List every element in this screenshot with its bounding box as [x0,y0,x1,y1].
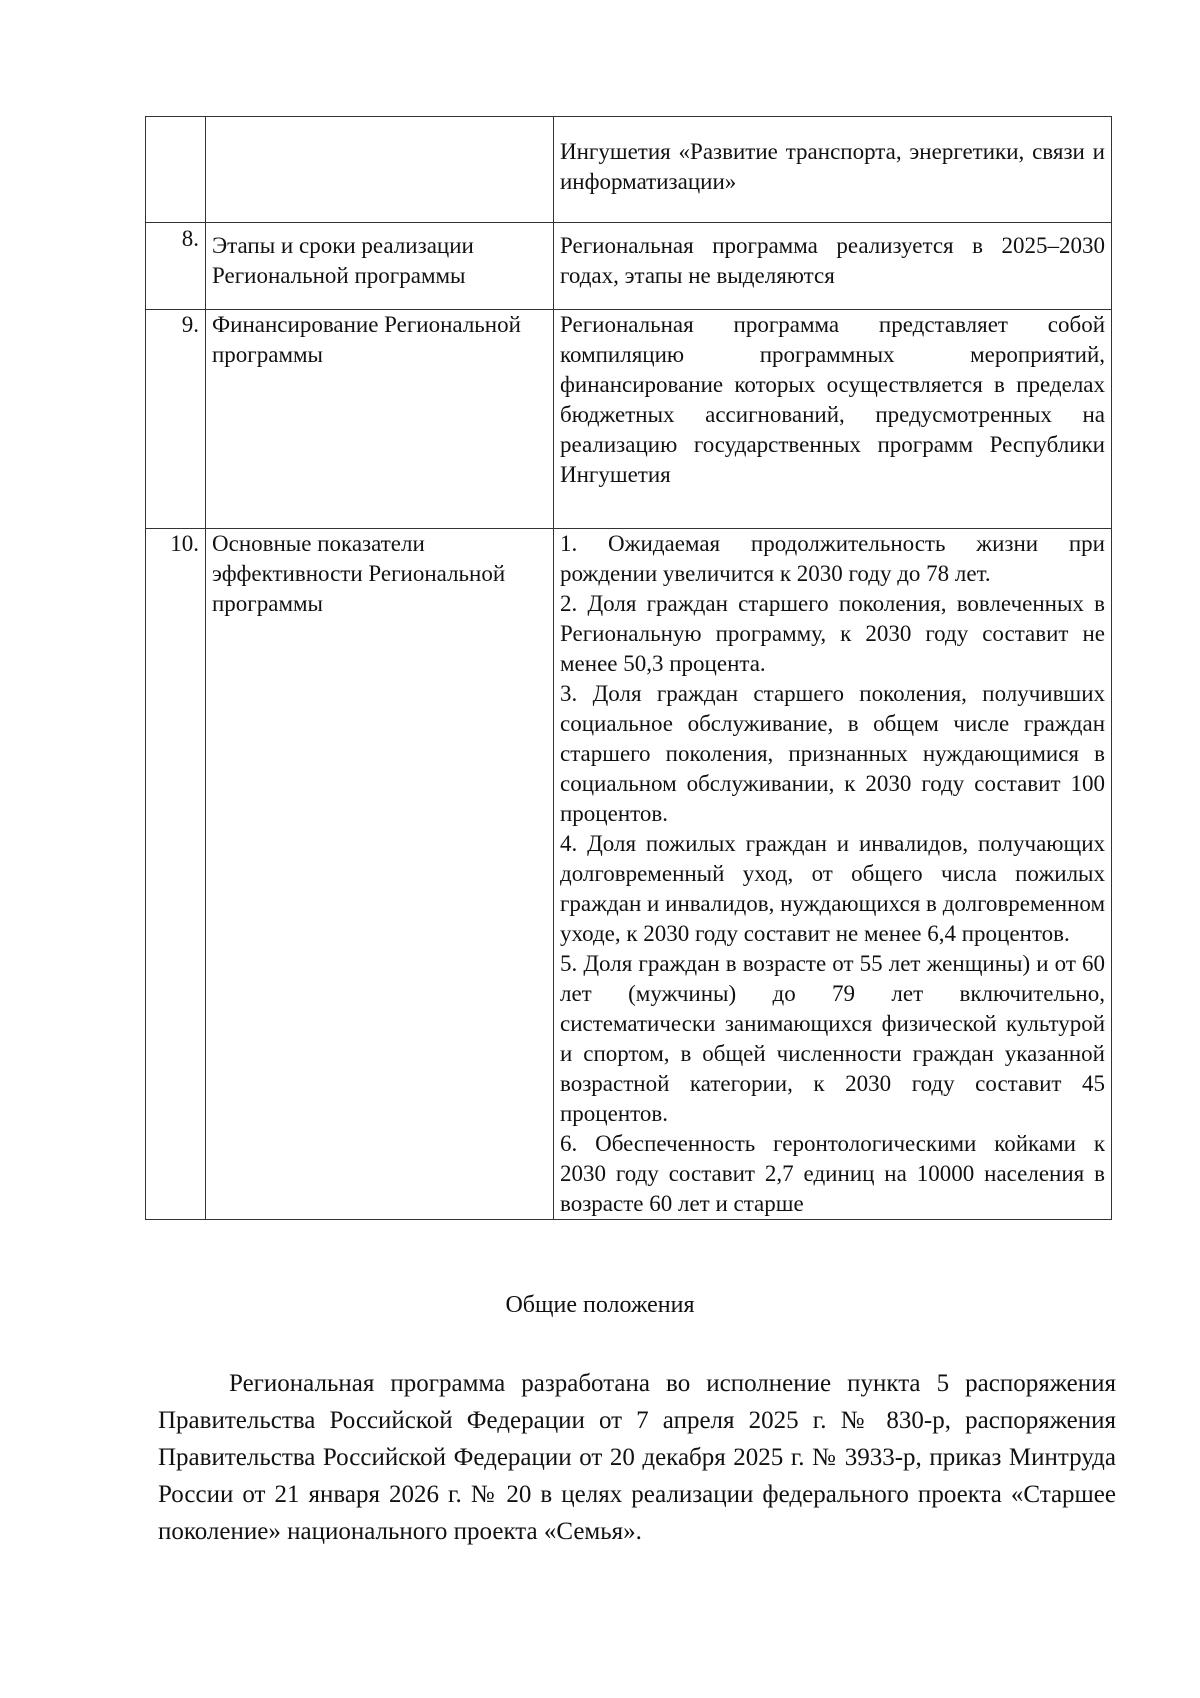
parameter-value [554,117,1112,223]
parameter-value [554,310,1112,529]
value-paragraph: Региональная программа представляет собой компиляцию программных мероприятий, финансирование которых осуществляется в пределах бюджетных ассигнований, предусмотренных на реализацию государственных программ Республики Ингушетия [560,312,1105,487]
indicator-4: 4. Доля пожилых граждан и инвалидов, получающих долговременный уход, от общего числа пожилых граждан и инвалидов, нуждающихся в долговременном уходе, к 2030 году составит не менее 6,4 процентов. [560,831,1105,946]
indicator-6: 6. Обеспеченность геронтологическими койками к 2030 году составит 2,7 единиц на 10000 населения в возрасте 60 лет и старше [560,1131,1105,1216]
row-number: 10. [146,529,206,1220]
row-number [146,117,206,223]
parameter-name [206,117,554,223]
parameter-value [554,223,1112,310]
parameter-value [554,529,1112,1220]
indicator-5: 5. Доля граждан в возрасте от 55 лет женщины) и от 60 лет (мужчины) до 79 лет включительно, систематически занимающихся физической культурой и спортом, в общей численности граждан указанной возрастной категории, к 2030 году составит 45 процентов. [560,951,1105,1126]
indicator-2: 2. Доля граждан старшего поколения, вовлеченных в Региональную программу, к 2030 году составит не менее 50,3 процента. [560,591,1105,676]
table-row [146,223,1112,310]
value-paragraph: Региональная программа реализуется в 2025–2030 годах, этапы не выделяются [560,233,1105,288]
parameter-name: Основные показатели эффективности Региональной программы [206,529,554,1220]
value-paragraph: Ингушетия «Развитие транспорта, энергетики, связи и информатизации» [560,139,1105,194]
parameter-name: Финансирование Региональной программы [206,310,554,529]
row-number: 9. [146,310,206,529]
parameter-name: Этапы и сроки реализации Региональной программы [206,223,554,310]
program-passport-table [145,116,1112,1220]
table-row [146,117,1112,223]
row-number: 8. [146,223,206,310]
indicator-3: 3. Доля граждан старшего поколения, получивших социальное обслуживание, в общем числе граждан старшего поколения, признанных нуждающимися в социальном обслуживании, к 2030 году составит 100 процентов. [560,681,1105,826]
table-row [146,529,1112,1220]
indicator-1: 1. Ожидаемая продолжительность жизни при рождении увеличится к 2030 году до 78 лет. [560,531,1105,586]
body-paragraph: Региональная программа разработана во исполнение пункта 5 распоряжения Правительства Российской Федерации от 7 апреля 2025 г. № 830-р, распоряжения Правительства Российской Федерации от 20 декабря 2025 г. № 3933-р, приказ Минтруда России от 21 января 2026 г. № 20 в целях реализации федерального проекта «Старшее поколение» национального проекта «Семья». [158,1370,1116,1545]
table-row [146,310,1112,529]
section-title: Общие положения [505,1292,695,1318]
